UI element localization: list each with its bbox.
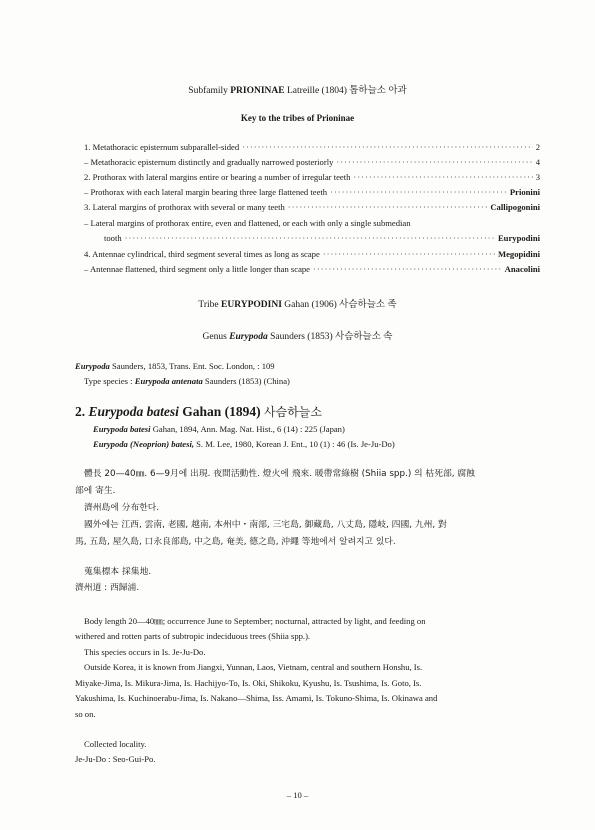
leader-dots — [288, 202, 488, 213]
key-row-result: Megopidini — [497, 249, 540, 259]
key-row — [84, 249, 540, 260]
english-distribution-line: This species occurs in Is. Je-Ju-Do. — [84, 647, 206, 657]
key-row-text: – Lateral margins of prothorax entire, even and flattened, or each with only a single submedian — [84, 218, 411, 228]
key-row-text: 3. Lateral margins of prothorax with several or many teeth — [84, 202, 285, 212]
leader-dots — [353, 172, 532, 183]
genus-citation — [75, 359, 275, 374]
type-species-label: Type species : — [84, 376, 133, 386]
key-row-text: 4. Antennae cylindrical, third segment several times as long as scape — [84, 249, 320, 259]
key-row — [84, 202, 540, 213]
key-row-text: – Metathoracic episternum distinctly and gradually narrowed posteriorly — [84, 157, 334, 167]
tribe-heading — [0, 296, 595, 310]
genus-ref-name: Eurypoda — [75, 361, 110, 371]
species-korean-name: 사슴하늘소 — [264, 405, 322, 419]
species-number: 2. — [75, 404, 86, 419]
cjk-distribution-line: 國外에는 江西, 雲南, 老國, 越南, 本州中・南部, 三宅島, 御藏島, 八丈島, 隱岐, 四國, 九州, 對 — [84, 520, 447, 530]
english-collected-label: Collected locality. — [84, 739, 147, 749]
subfamily-heading — [0, 82, 595, 96]
subfamily-name: PRIONINAE — [230, 86, 285, 96]
key-row — [84, 142, 540, 153]
key-row-text: – Antennae flattened, third segment only a little longer than scape — [84, 264, 310, 274]
key-row-result: Prionini — [509, 187, 540, 197]
key-row-text: tooth — [104, 233, 122, 243]
english-distribution-line: so on. — [75, 709, 96, 719]
key-row — [84, 172, 540, 183]
key-row-result: 3 — [535, 172, 540, 182]
genus-name: Eurypoda — [229, 332, 268, 342]
synonym-line — [93, 437, 395, 452]
key-row — [104, 233, 540, 244]
key-row-text: 2. Prothorax with lateral margins entire or bearing a number of irregular teeth — [84, 172, 351, 182]
english-distribution-line: Outside Korea, it is known from Jiangxi, Yunnan, Laos, Vietnam, central and southern Honshu, Is. — [84, 662, 423, 672]
english-collected-place: Je-Ju-Do : Seo-Gui-Po. — [75, 754, 156, 764]
key-row-result: 4 — [535, 157, 540, 167]
english-distribution-line: Miyake-Jima, Is. Mikura-Jima, Is. Hachijyo-To, Is. Oki, Shikoku, Kyushu, Is. Tsushima, Is. Goto, Is. — [75, 678, 422, 688]
english-distribution-line: Yakushima, Is. Kuchinoerabu-Jima, Is. Nakano—Shima, Iss. Amami, Is. Tokuno-Shima, Is. Okinawa and — [75, 693, 438, 703]
genus-author: Saunders (1853) 사슴하늘소 속 — [270, 332, 393, 342]
leader-dots — [313, 264, 502, 275]
synonym-name: Eurypoda (Neoprion) batesi, — [93, 439, 194, 449]
type-species-name: Eurypoda antenata — [134, 376, 203, 386]
tribe-name: EURYPODINI — [221, 300, 282, 310]
key-row — [84, 264, 540, 275]
genus-prefix: Genus — [202, 332, 227, 342]
genus-ref-citation: Saunders, 1853, Trans. Ent. Soc. London, : 109 — [112, 361, 275, 371]
key-row-text: – Prothorax with each lateral margin bearing three large flattened teeth — [84, 187, 328, 197]
tribe-author: Gahan (1906) 사슴하늘소 족 — [284, 300, 397, 310]
leader-dots — [330, 187, 507, 198]
english-description-line: withered and rotten parts of subtropic indeciduous trees (Shiia spp.). — [75, 631, 311, 641]
page-number: – 10 – — [286, 790, 309, 800]
key-row-result: Anacolini — [504, 264, 540, 274]
species-name: Eurypoda batesi — [88, 404, 179, 419]
leader-dots — [242, 142, 533, 153]
tribe-prefix: Tribe — [198, 300, 219, 310]
synonym-name: Eurypoda batesi — [93, 424, 151, 434]
cjk-collected-label: 蒐集標本 採集地. — [84, 567, 152, 577]
genus-heading — [0, 328, 595, 342]
species-author: Gahan (1894) — [182, 404, 261, 419]
subfamily-author: Latreille (1804) 톱하늘소 아과 — [287, 86, 407, 96]
key-row-result: Callipogonini — [490, 202, 540, 212]
key-row-text: 1. Metathoracic episternum subparallel-sided — [84, 142, 240, 152]
synonym-citation: Gahan, 1894, Ann. Mag. Nat. Hist., 6 (14) : 225 (Japan) — [152, 424, 345, 434]
synonym-citation: S. M. Lee, 1980, Korean J. Ent., 10 (1) : 46 (Is. Je-Ju-Do) — [196, 439, 395, 449]
leader-dots — [336, 157, 532, 168]
key-row — [84, 187, 540, 198]
key-title: Key to the tribes of Prioninae — [240, 113, 355, 123]
leader-dots — [323, 249, 495, 260]
key-row-result: Eurypodini — [497, 233, 540, 243]
key-row — [84, 157, 540, 168]
leader-dots — [125, 233, 495, 244]
key-row — [84, 218, 540, 229]
type-species-author: Saunders (1853) (China) — [204, 376, 290, 386]
type-species — [84, 374, 290, 389]
cjk-description-line: 部에 寄生. — [75, 486, 116, 496]
cjk-distribution-line: 馬, 五島, 屋久島, 口永良部島, 中之島, 奄美, 德之島, 沖繩 等地에서 알려지고 있다. — [75, 537, 396, 547]
cjk-description-line: 體長 20—40㎜. 6—9月에 出現. 夜間活動性. 燈火에 飛來. 暖帶常綠樹 (Shiia spp.) 의 枯死部, 腐蝕 — [84, 469, 475, 479]
species-heading — [75, 403, 322, 420]
key-row-result: 2 — [535, 142, 540, 152]
cjk-distribution-line: 濟州島에 分布한다. — [84, 503, 160, 513]
cjk-collected-place: 濟州道 : 西歸浦. — [75, 583, 140, 593]
synonym-line — [93, 422, 345, 437]
english-description-line: Body length 20—40㎜; occurrence June to September; nocturnal, attracted by light, and feeding on — [84, 616, 426, 626]
subfamily-prefix: Subfamily — [188, 86, 228, 96]
